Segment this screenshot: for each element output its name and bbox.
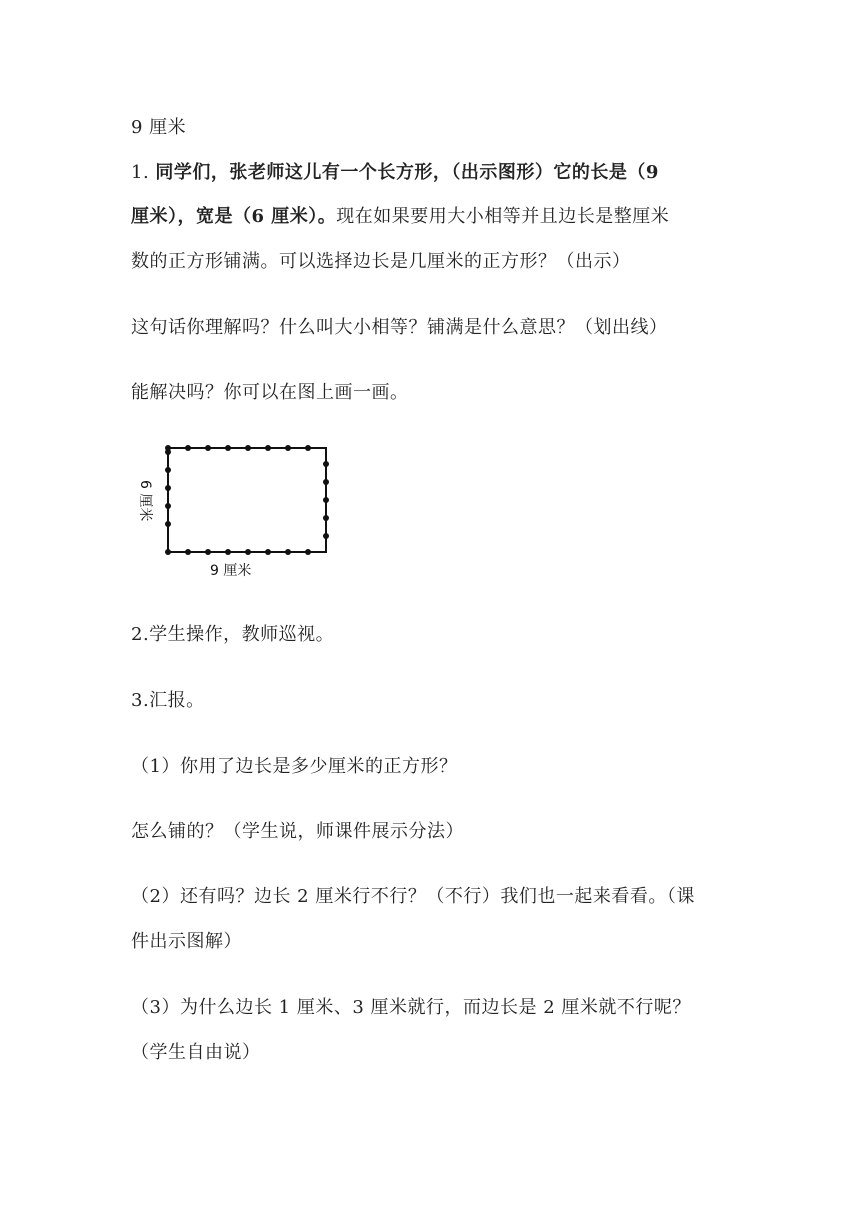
bottom-edge-dot [165, 549, 171, 555]
heading-length-label: 9 厘米 [131, 117, 187, 138]
bottom-edge-dot [245, 549, 251, 555]
question-2-line-2: 件出示图解） [131, 931, 242, 952]
left-edge-dot [165, 449, 171, 455]
question-3-line-2: （学生自由说） [131, 1042, 261, 1063]
step-3: 3.汇报。 [131, 690, 205, 711]
bottom-edge-dot [225, 549, 231, 555]
paragraph-1-rest-b: 现在如果要用大小相等并且边长是整厘米 [336, 206, 670, 227]
bottom-edge-dot [265, 549, 271, 555]
bottom-length-label: 9 厘米 [210, 563, 252, 579]
left-edge-dot [165, 485, 171, 491]
top-edge-dot [285, 445, 291, 451]
side-width-label: 6 厘米 [137, 480, 153, 522]
right-edge-dot [323, 497, 329, 503]
bottom-edge-dot [205, 549, 211, 555]
left-edge-dot [165, 467, 171, 473]
rectangle-outline [168, 448, 326, 552]
left-edge-dot [165, 521, 171, 527]
question-2-line-1: （2）还有吗？边长 2 厘米行不行？（不行）我们也一起来看看。（课 [131, 886, 695, 907]
left-edge-dot [165, 503, 171, 509]
right-edge-dot [323, 479, 329, 485]
paragraph-3: 能解决吗？你可以在图上画一画。 [131, 382, 409, 403]
paragraph-1-line-2 [131, 205, 669, 229]
question-1-follow: 怎么铺的？（学生说，师课件展示分法） [131, 821, 464, 842]
top-edge-dot [265, 445, 271, 451]
bottom-edge-dot [185, 549, 191, 555]
top-edge-dot [205, 445, 211, 451]
paragraph-1-bold-a: 同学们，张老师这儿有一个长方形，（出示图形）它的长是（9 [155, 162, 659, 183]
top-edge-dot [185, 445, 191, 451]
top-edge-dot [305, 445, 311, 451]
paragraph-1-bold-b: 厘米），宽是（6 厘米）。 [131, 206, 337, 227]
rectangle-figure-svg [130, 432, 350, 592]
right-edge-dot [323, 461, 329, 467]
right-edge-dot [323, 533, 329, 539]
rectangle-figure [130, 432, 350, 592]
paragraph-2: 这句话你理解吗？什么叫大小相等？铺满是什么意思？（划出线） [131, 317, 668, 338]
top-edge-dot [245, 445, 251, 451]
rectangle-dots [165, 445, 329, 555]
step-2: 2.学生操作，教师巡视。 [131, 624, 335, 645]
right-edge-dot [323, 515, 329, 521]
top-edge-dot [225, 445, 231, 451]
paragraph-1-line-3: 数的正方形铺满。可以选择边长是几厘米的正方形？（出示） [131, 251, 631, 272]
question-1: （1）你用了边长是多少厘米的正方形？ [131, 756, 458, 777]
paragraph-1-line-1 [131, 161, 659, 185]
bottom-edge-dot [305, 549, 311, 555]
bottom-edge-dot [285, 549, 291, 555]
paragraph-1-number: 1. [131, 162, 150, 183]
question-3-line-1: （3）为什么边长 1 厘米、3 厘米就行，而边长是 2 厘米就不行呢？ [131, 997, 691, 1018]
